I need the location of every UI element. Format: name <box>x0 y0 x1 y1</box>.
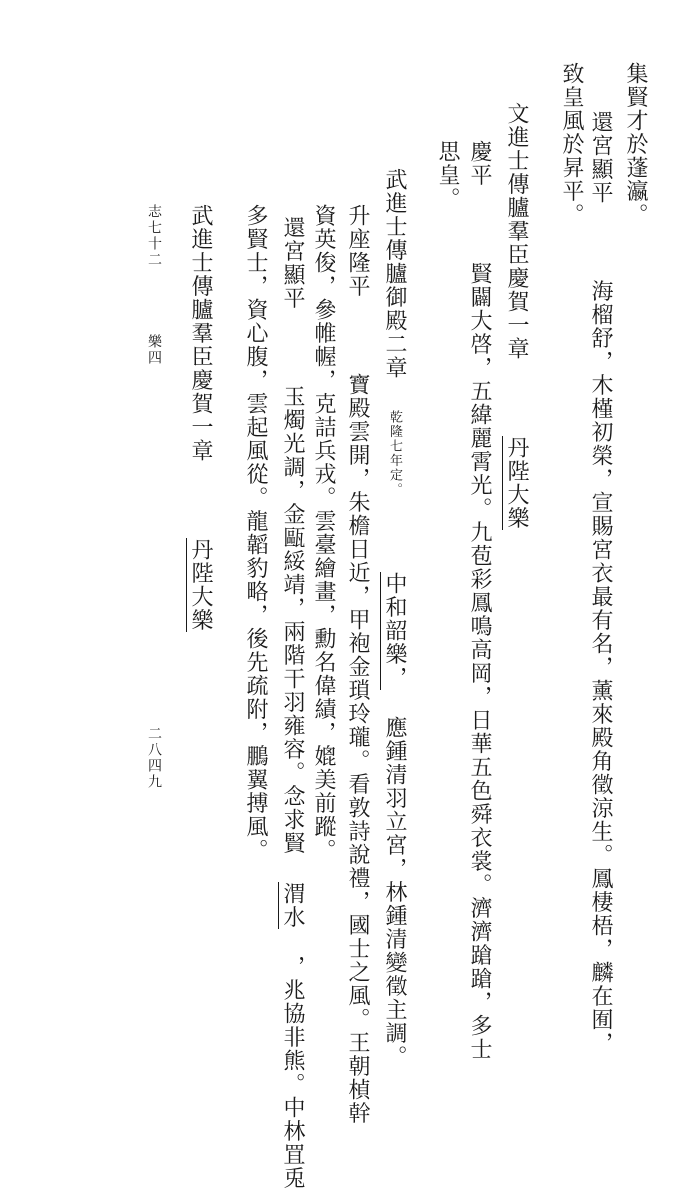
column-2 <box>589 62 611 1055</box>
column-6: 思皇。 <box>435 140 460 211</box>
column-1: 集賢才於蓬瀛。 <box>623 62 648 227</box>
column-4-tune: 丹陛大樂 <box>504 435 529 530</box>
column-5 <box>468 140 490 1061</box>
column-2-body: 海榴舒，木槿初榮，宣賜宮衣最有名，薰來殿角徵涼生。鳳棲梧，麟在囿， <box>588 279 613 1055</box>
column-4 <box>502 102 527 530</box>
column-7-note: 乾隆七年定。 <box>387 410 402 497</box>
column-10-mark: 渭水 <box>280 881 305 929</box>
column-5-head: 慶平 <box>467 140 492 187</box>
column-12 <box>186 204 211 632</box>
column-7 <box>380 168 405 1069</box>
column-10-body: 玉燭光調，金甌綏靖，兩階干羽雍容。念求賢 <box>280 385 305 855</box>
page-number: 二八四九 <box>146 726 162 790</box>
column-12-title: 武進士傳臚羣臣慶賀一章 <box>188 204 213 463</box>
column-8 <box>346 204 368 1125</box>
column-8-body: 寶殿雲開，朱檐日近，甲袍金瑣玲瓏。看敦詩說禮，國士之風。王朝楨幹 <box>345 373 370 1125</box>
column-9: 資英俊，參帷幄，克詰兵戎。雲臺繪畫，勳名偉績，媲美前蹤。 <box>311 204 336 862</box>
column-7-body: 應鍾清羽立宮，林鍾清變徵主調。 <box>382 716 407 1069</box>
column-2-head: 還宮顯平 <box>588 110 613 205</box>
column-8-head: 升座隆平 <box>345 204 370 298</box>
column-10 <box>278 216 303 1190</box>
column-7-tune: 中和韶樂， <box>382 572 407 690</box>
footer-section: 志七十二 樂四 <box>146 204 162 366</box>
column-7-title: 武進士傳臚御殿二章 <box>382 168 407 380</box>
column-10-body-2: ，兆協非熊。中林罝兎 <box>280 955 305 1190</box>
column-4-title: 文進士傳臚羣臣慶賀一章 <box>504 102 529 361</box>
column-10-head: 還宮顯平 <box>280 216 305 310</box>
column-12-tune: 丹陛大樂 <box>188 537 213 632</box>
column-5-body: 賢闢大啓，五緯麗霄光。九苞彩鳳鳴高岡，日華五色舜衣裳。濟濟蹌蹌，多士 <box>467 262 492 1061</box>
column-3: 致皇風於昇平。 <box>559 62 584 227</box>
column-11: 多賢士，資心腹，雲起風從。龍韜豹略，後先疏附，鵬翼搏風。 <box>243 204 268 862</box>
